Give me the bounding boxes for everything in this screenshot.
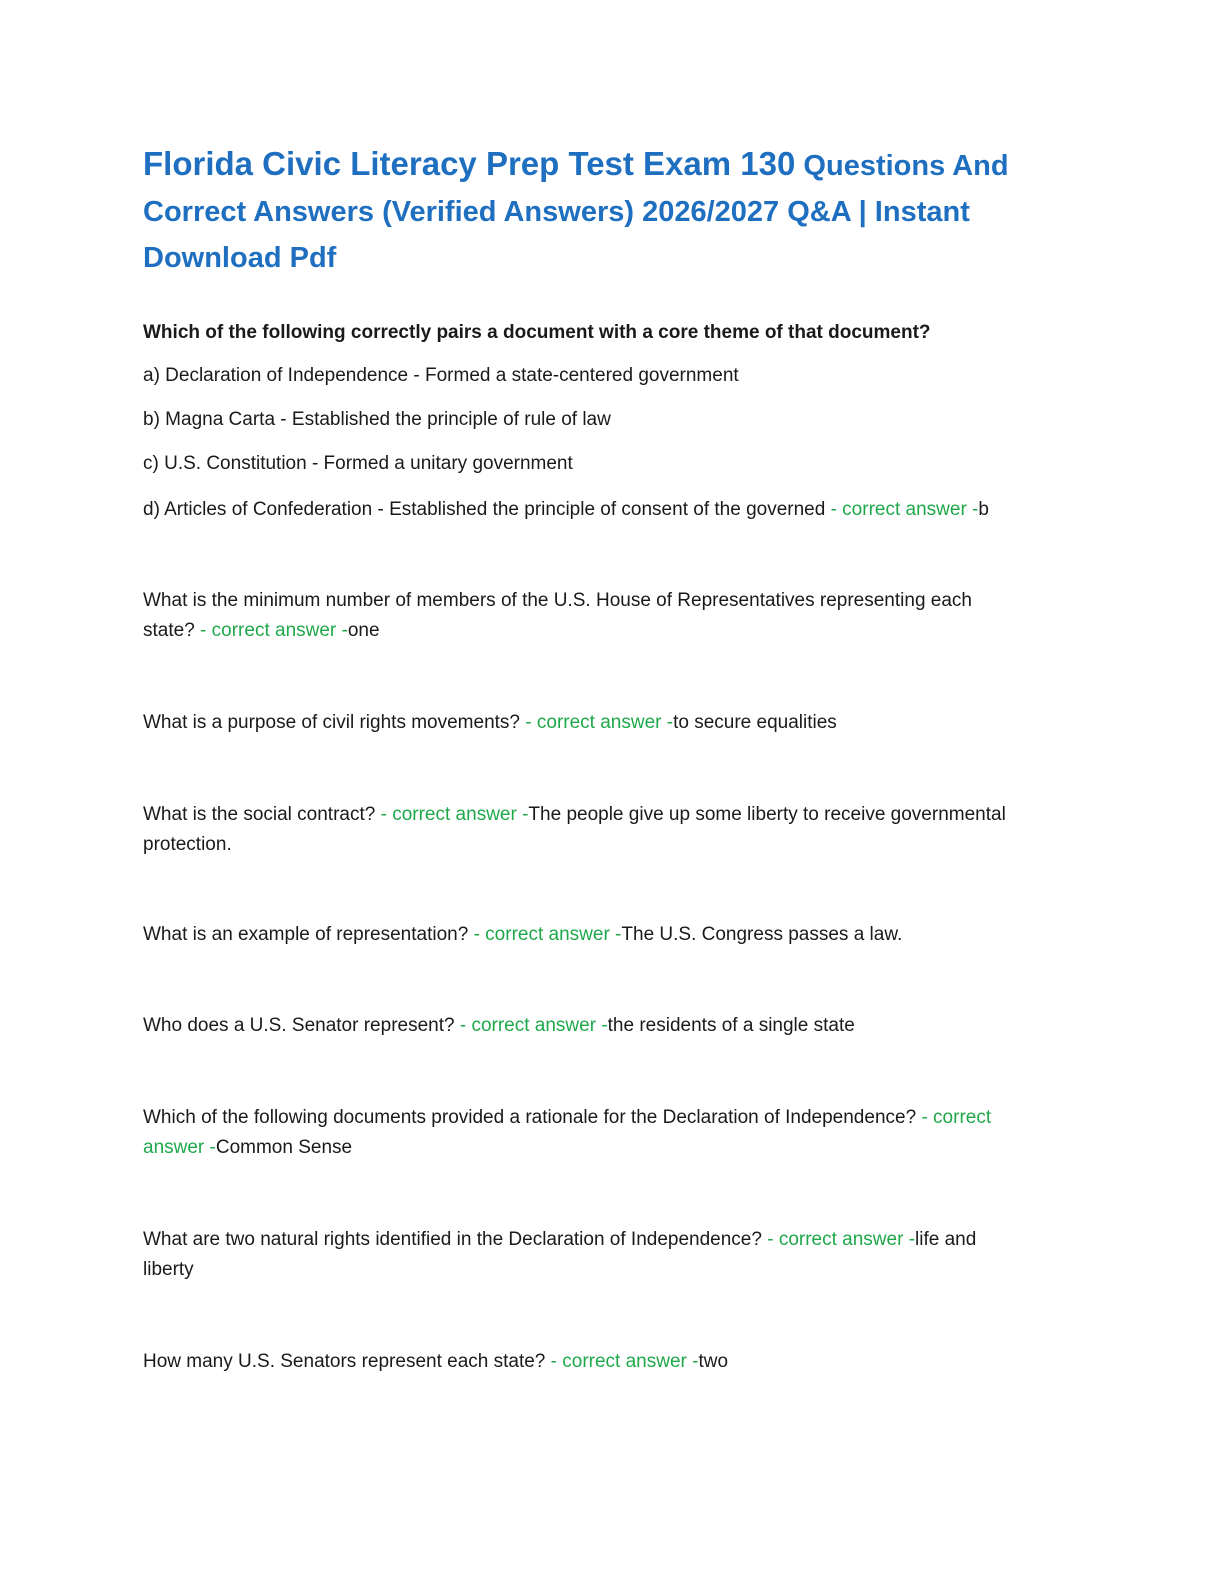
question-1-option-d <box>143 495 1083 525</box>
question-3 <box>143 708 1083 738</box>
question-9-text: How many U.S. Senators represent each state? <box>143 1351 551 1372</box>
title-part-1: Florida Civic Literacy Prep Test Exam 130 <box>143 145 796 182</box>
question-1 <box>143 318 1083 348</box>
answer-marker: - correct answer - <box>459 1015 608 1036</box>
answer-marker: - correct answer - <box>550 1351 699 1372</box>
question-4 <box>143 800 1083 860</box>
answer-marker: - correct answer - <box>473 924 622 945</box>
option-a: a) Declaration of Independence - Formed a state-centered government <box>143 365 739 386</box>
answer-text: one <box>347 620 380 641</box>
title-part-2: Questions And Correct Answers (Verified Answers) 2026/2027 Q&A | Instant Download Pdf <box>143 150 1009 274</box>
answer-marker-part-1: - correct <box>921 1107 992 1128</box>
question-7-text: Which of the following documents provided a rationale for the Declaration of Independence? <box>143 1107 922 1128</box>
question-6 <box>143 1011 1083 1041</box>
answer-text: The U.S. Congress passes a law. <box>621 924 903 945</box>
answer-text: the residents of a single state <box>607 1015 855 1036</box>
question-1-text: Which of the following correctly pairs a document with a core theme of that document? <box>143 322 931 343</box>
answer-marker: - correct answer - <box>830 499 979 520</box>
answer-marker: - correct answer - <box>200 620 348 641</box>
question-2 <box>143 586 1083 646</box>
question-6-text: Who does a U.S. Senator represent? <box>143 1015 460 1036</box>
question-1-option-a <box>143 361 1083 391</box>
answer-marker: - correct answer - <box>525 712 674 733</box>
question-1-option-c <box>143 449 1083 479</box>
answer-text: two <box>698 1351 729 1372</box>
question-2-line-1: What is the minimum number of members of the U.S. House of Representatives representing each <box>143 590 972 611</box>
question-5-text: What is an example of representation? <box>143 924 474 945</box>
option-d: d) Articles of Confederation - Established the principle of consent of the governed <box>143 499 831 520</box>
answer-text: b <box>978 499 989 520</box>
answer-text: to secure equalities <box>673 712 837 733</box>
question-5 <box>143 920 1083 950</box>
question-8-text: What are two natural rights identified in the Declaration of Independence? <box>143 1229 768 1250</box>
question-3-text: What is a purpose of civil rights movements? <box>143 712 526 733</box>
question-7 <box>143 1103 1083 1163</box>
answer-marker: - correct answer - <box>380 804 529 825</box>
document-title <box>143 142 1103 280</box>
answer-text-line-2: protection. <box>143 834 232 855</box>
question-9 <box>143 1347 1083 1377</box>
answer-text: Common Sense <box>215 1137 353 1158</box>
option-b: b) Magna Carta - Established the principle of rule of law <box>143 409 611 430</box>
answer-text-line-1: life and <box>915 1229 977 1250</box>
question-8 <box>143 1225 1083 1285</box>
question-2-line-2: state? <box>143 620 201 641</box>
answer-text-line-1: The people give up some liberty to receive governmental <box>528 804 1006 825</box>
answer-text-line-2: liberty <box>143 1259 194 1280</box>
answer-marker-part-2: answer - <box>143 1137 216 1158</box>
option-c: c) U.S. Constitution - Formed a unitary government <box>143 453 573 474</box>
question-4-text: What is the social contract? <box>143 804 381 825</box>
question-1-option-b <box>143 405 1083 435</box>
answer-marker: - correct answer - <box>767 1229 916 1250</box>
